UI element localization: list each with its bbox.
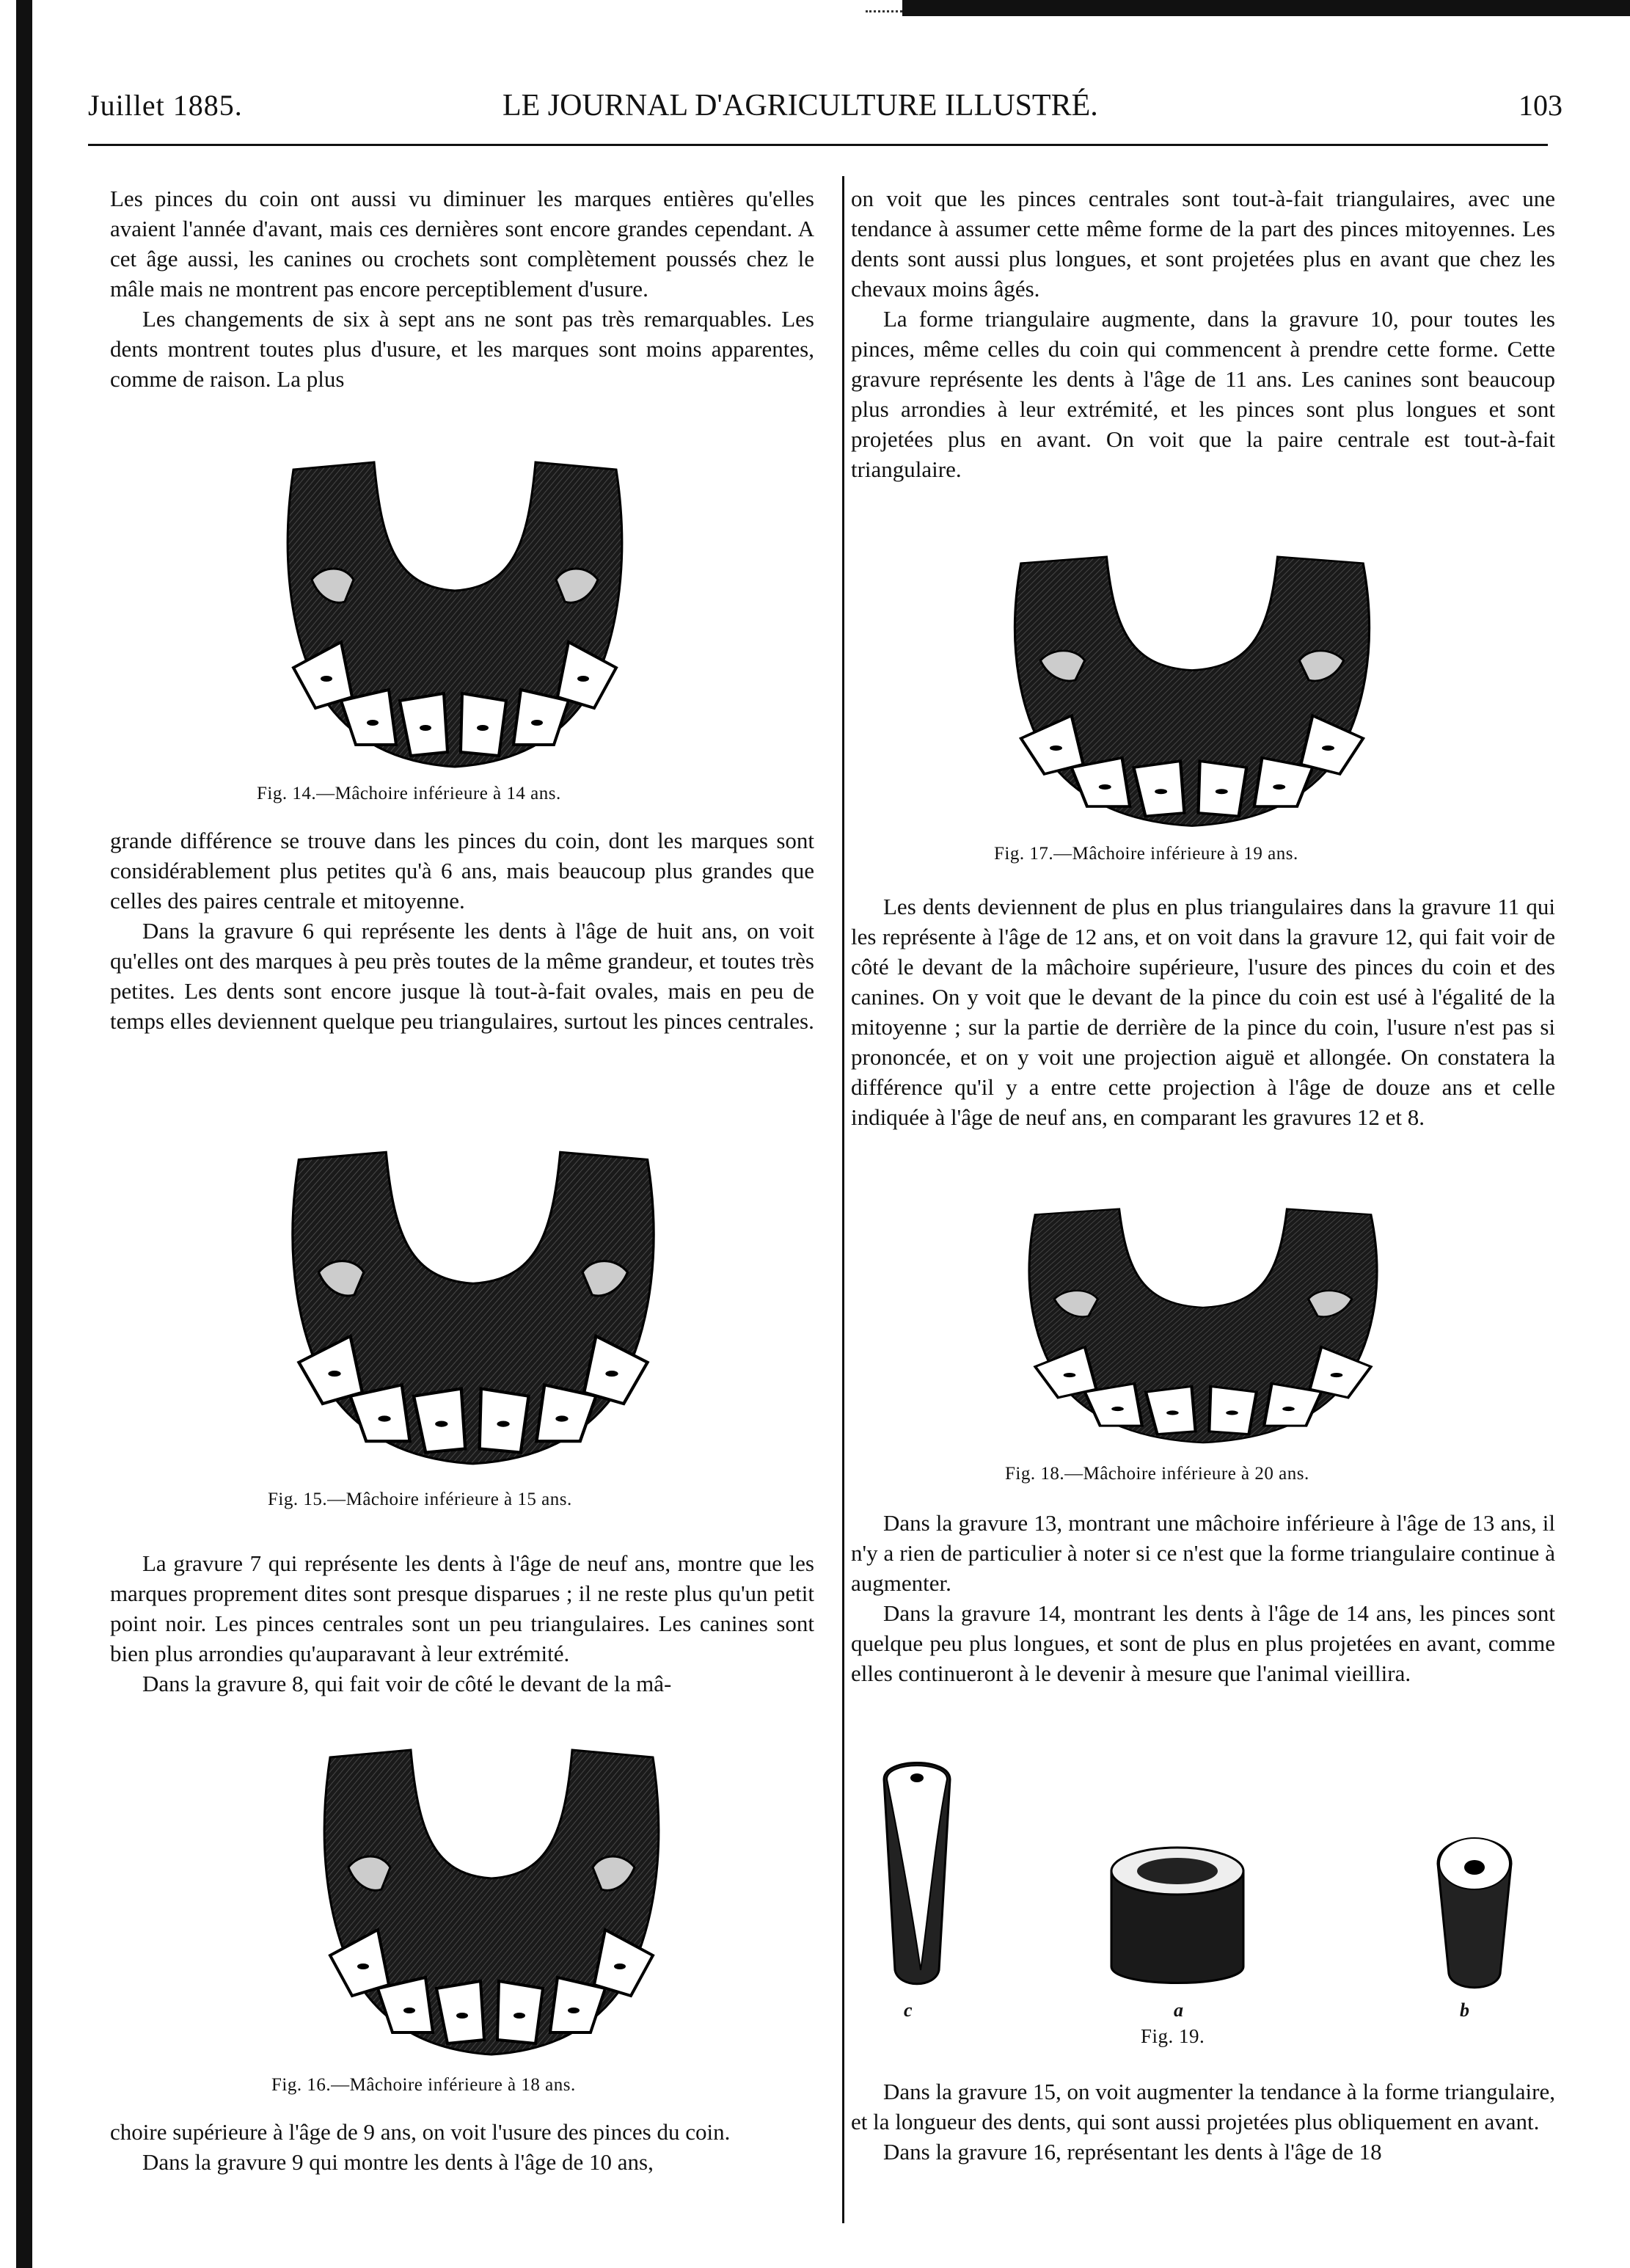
paragraph: La gravure 7 qui représente les dents à l'âge de neuf ans, montre que les marques proprement dites sont presque disparues ; il ne reste plus qu'un petit point noir. Les pinces centrales sont un peu triangulaires. Les canines sont bien plus arrondies qu'auparavant à leur extrémité. <box>110 1550 814 1666</box>
left-column-block-3 <box>110 1548 814 1699</box>
left-column-block-4 <box>110 2117 814 2177</box>
figure-19-label-b: b <box>1460 1999 1469 2021</box>
header-rule <box>88 144 1548 146</box>
left-column-block-1 <box>110 183 814 394</box>
figure-18-caption: Fig. 18.—Mâchoire inférieure à 20 ans. <box>1005 1464 1309 1484</box>
page-number: 103 <box>1518 89 1563 122</box>
top-margin-rule <box>902 0 1630 16</box>
page-header <box>81 88 1563 132</box>
figure-14-jaw-illustration <box>271 455 638 770</box>
paragraph: choire supérieure à l'âge de 9 ans, on voit l'usure des pinces du coin. <box>110 2119 731 2145</box>
paragraph: Dans la gravure 9 qui montre les dents à l'âge de 10 ans, <box>142 2149 654 2175</box>
figure-19-tooth-b <box>1427 1827 1522 1996</box>
paragraph: Les changements de six à sept ans ne sont pas très remarquables. Les dents montrent toutes plus d'usure, et les marques sont moins apparentes, comme de raison. La plus <box>110 306 814 392</box>
figure-17-jaw-illustration <box>998 550 1386 829</box>
figure-16-caption: Fig. 16.—Mâchoire inférieure à 18 ans. <box>271 2075 576 2095</box>
paragraph: Dans la gravure 16, représentant les dents à l'âge de 18 <box>883 2139 1382 2165</box>
paragraph: Les pinces du coin ont aussi vu diminuer les marques entières qu'elles avaient l'année d'avant, mais ces dernières sont encore grandes cependant. A cet âge aussi, les canines ou crochets sont complètement poussés chez le mâle mais ne montrent pas encore perceptiblement d'usure. <box>110 186 814 302</box>
figure-15-jaw-illustration <box>275 1145 671 1467</box>
header-date: Juillet 1885. <box>88 89 243 122</box>
figure-15-caption: Fig. 15.—Mâchoire inférieure à 15 ans. <box>268 1489 572 1509</box>
figure-19-caption: Fig. 19. <box>1141 2025 1205 2047</box>
paragraph: La forme triangulaire augmente, dans la gravure 10, pour toutes les pinces, même celles du coin qui commencent à prendre cette forme. Cette gravure représente les dents à l'âge de 11 ans. Les canines sont beaucoup plus arrondies à leur extrémité, et les pinces sont plus longues et sont projetées plus en avant. On voit que la paire centrale est tout-à-fait triangulaire. <box>851 306 1555 482</box>
journal-title: LE JOURNAL D'AGRICULTURE ILLUSTRÉ. <box>502 89 1098 123</box>
figure-19-label-c: c <box>904 1999 913 2021</box>
right-column-block-3 <box>851 1508 1555 1688</box>
paragraph: Dans la gravure 8, qui fait voir de côté le devant de la mâ- <box>142 1671 672 1696</box>
paragraph: Dans la gravure 6 qui représente les dents à l'âge de huit ans, on voit qu'elles ont des marques à peu près toutes de la même grandeur, et toutes très petites. Les dents sont encore jusque là tout-à-fait ovales, mais en peu de temps elles deviennent quelque peu triangulaires, surtout les pinces centrales. <box>110 918 814 1034</box>
figure-19-label-a: a <box>1174 1999 1183 2021</box>
paragraph: grande différence se trouve dans les pinces du coin, dont les marques sont considérablement plus petites qu'à 6 ans, mais beaucoup plus grandes que celles des paires centrale et mitoyenne. <box>110 828 814 914</box>
column-rule <box>842 176 844 2223</box>
figure-17-caption: Fig. 17.—Mâchoire inférieure à 19 ans. <box>994 844 1298 864</box>
left-column-block-2 <box>110 825 814 1036</box>
paragraph: Dans la gravure 13, montrant une mâchoire inférieure à l'âge de 13 ans, il n'y a rien de particulier à noter si ce n'est que la forme triangulaire continue à augmenter. <box>851 1510 1555 1596</box>
figure-18-jaw-illustration <box>1012 1203 1394 1445</box>
right-column-block-1 <box>851 183 1555 484</box>
figure-14-caption: Fig. 14.—Mâchoire inférieure à 14 ans. <box>257 784 561 803</box>
paragraph: on voit que les pinces centrales sont tout-à-fait triangulaires, avec une tendance à assumer cette même forme de la part des pinces mitoyennes. Les dents sont aussi plus longues, et sont projetées plus en avant que chez les chevaux moins âgés. <box>851 186 1555 302</box>
figure-19-tooth-c <box>877 1750 957 1992</box>
figure-16-jaw-illustration <box>308 1743 675 2058</box>
left-margin-rule <box>16 0 32 2268</box>
right-column-block-2 <box>851 891 1555 1132</box>
paragraph: Les dents deviennent de plus en plus triangulaires dans la gravure 11 qui les représente à l'âge de 12 ans, et on voit dans la gravure 12, qui fait voir de côté le devant de la mâchoire supérieure, l'usure des pinces du coin et des canines. On y voit que le devant de la pince du coin est usé à l'égalité de la mitoyenne ; sur la partie de derrière de la pince du coin, l'usure n'est pas si prononcée, et on y voit une projection aiguë et allongée. On constatera la différence qu'il y a entre cette projection à l'âge de douze ans et celle indiquée à l'âge de neuf ans, en comparant les gravures 12 et 8. <box>851 894 1555 1130</box>
figure-19-tooth-a <box>1104 1842 1251 1988</box>
top-dotted-rule <box>866 10 902 12</box>
right-column-block-4 <box>851 2076 1555 2167</box>
paragraph: Dans la gravure 14, montrant les dents à l'âge de 14 ans, les pinces sont quelque peu plus longues, et sont de plus en plus projetées en avant, comme elles continueront à le devenir à mesure que l'animal vieillira. <box>851 1600 1555 1686</box>
paragraph: Dans la gravure 15, on voit augmenter la tendance à la forme triangulaire, et la longueur des dents, qui sont aussi projetées plus obliquement en avant. <box>851 2079 1555 2134</box>
